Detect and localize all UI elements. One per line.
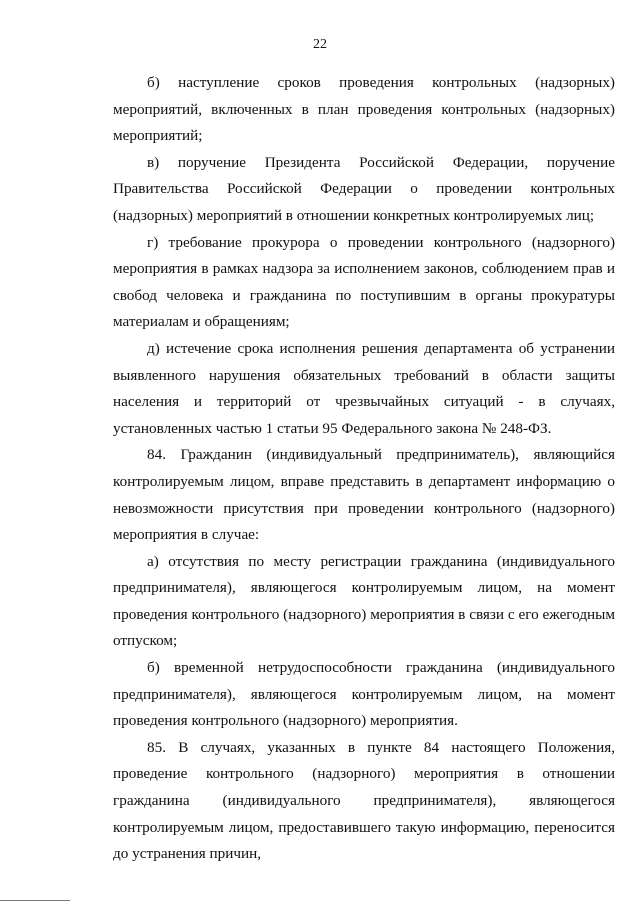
paragraph-b-deadline: б) наступление сроков проведения контрольных (надзорных) мероприятий, включенных в план проведения контрольных (надзорных) мероприятий;: [113, 74, 615, 145]
page-footer-divider: [0, 900, 70, 901]
paragraph-g-prosecutor-demand: г) требование прокурора о проведении контрольного (надзорного) мероприятия в рамках надзора за исполнением законов, соблюдением прав и свобод человека и гражданина по поступившим в органы прокуратуры материалам и обращениям;: [113, 233, 615, 331]
paragraph-v-instruction: в) поручение Президента Российской Федерации, поручение Правительства Российской Федерации о проведении контрольных (надзорных) мероприятий в отношении конкретных контролируемых лиц;: [113, 153, 615, 224]
paragraph-84: 84. Гражданин (индивидуальный предприниматель), являющийся контролируемым лицом, вправе представить в департамент информацию о невозможности присутствия при проведении контрольного (надзорного) мероприятия в случае:: [113, 446, 615, 544]
paragraph-85: 85. В случаях, указанных в пункте 84 настоящего Положения, проведение контрольного (надзорного) мероприятия в отношении гражданина (индивидуального предпринимателя), являющегося контролируемым лицом, предоставившего такую информацию, переносится до устранения причин,: [113, 738, 615, 863]
paragraph-d-expiry: д) истечение срока исполнения решения департамента об устранении выявленного нарушения обязательных требований в области защиты населения и территорий от чрезвычайных ситуаций - в случаях, установленных частью 1 статьи 95 Федерального закона № 248-ФЗ.: [113, 339, 615, 437]
document-body: [113, 70, 615, 868]
paragraph-84-a: а) отсутствия по месту регистрации гражданина (индивидуального предпринимателя), являющегося контролируемым лицом, на момент проведения контрольного (надзорного) мероприятия в связи с его ежегодным отпуском;: [113, 552, 615, 650]
page-number: 22: [313, 37, 327, 52]
paragraph-84-b: б) временной нетрудоспособности гражданина (индивидуального предпринимателя), являющегося контролируемым лицом, на момент проведения контрольного (надзорного) мероприятия.: [113, 659, 615, 730]
